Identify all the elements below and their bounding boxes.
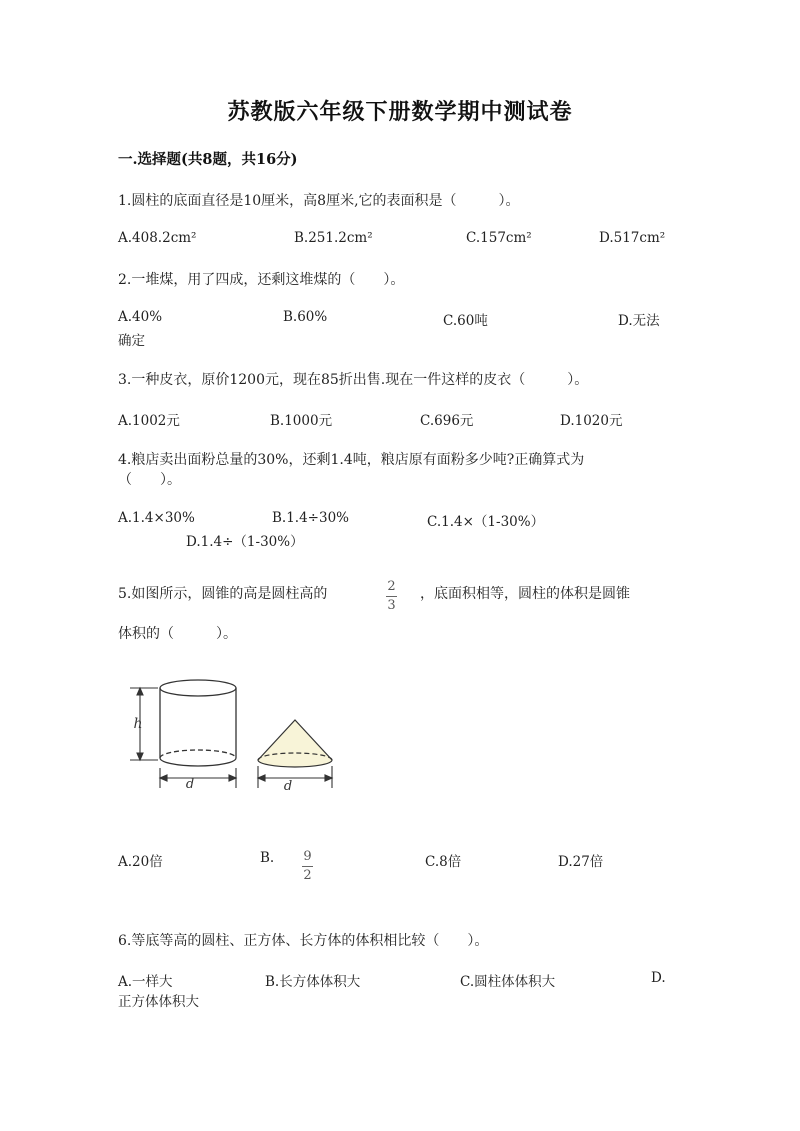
question-4-option-b: B.1.4÷30% — [272, 510, 349, 526]
question-5-stem-part2: ，底面积相等，圆柱的体积是圆锥 — [420, 586, 630, 602]
question-3-stem: 3.一种皮衣，原价1200元，现在85折出售.现在一件这样的皮衣（ ）。 — [118, 372, 589, 388]
question-6-option-d: D. — [651, 970, 666, 986]
fraction-bar — [302, 866, 313, 867]
question-3-option-d: D.1020元 — [560, 413, 623, 429]
question-1-option-b: B.251.2cm² — [294, 230, 373, 246]
cylinder-diameter-label: d — [185, 777, 195, 792]
question-2-option-d-wrap: 确定 — [118, 333, 145, 349]
question-5-option-b-fraction — [302, 845, 313, 882]
question-2-option-a: A.40% — [118, 309, 163, 325]
question-5-option-c: C.8倍 — [425, 854, 462, 870]
fraction-numerator: 9 — [303, 849, 312, 864]
question-5-fraction — [386, 575, 397, 612]
page-title: 苏教版六年级下册数学期中测试卷 — [227, 99, 573, 125]
question-3-option-a: A.1002元 — [118, 413, 180, 429]
question-6-option-c: C.圆柱体体积大 — [460, 974, 556, 990]
fraction-denominator: 3 — [387, 597, 396, 613]
height-label: h — [133, 716, 143, 732]
question-5-option-d: D.27倍 — [558, 854, 604, 870]
question-3-option-b: B.1000元 — [270, 413, 333, 429]
fraction-bar — [386, 596, 397, 597]
question-1-stem: 1.圆柱的底面直径是10厘米，高8厘米,它的表面积是（ ）。 — [118, 193, 520, 209]
cone-diameter-label: d — [283, 779, 293, 794]
question-5-option-b: B. — [260, 850, 275, 866]
question-6-option-a: A.一样大 — [118, 974, 173, 990]
question-4-option-c: C.1.4×（1-30%） — [427, 514, 545, 530]
question-6-option-d-wrap: 正方体体积大 — [118, 994, 199, 1010]
question-4-stem-line1: 4.粮店卖出面粉总量的30%，还剩1.4吨，粮店原有面粉多少吨?正确算式为 — [118, 452, 585, 468]
question-5-option-a: A.20倍 — [118, 854, 163, 870]
section-heading: 一.选择题(共8题，共16分) — [118, 151, 298, 168]
cylinder — [160, 680, 236, 766]
question-1-option-d: D.517cm² — [599, 230, 666, 246]
question-4-stem-line2: （ ）。 — [118, 472, 181, 488]
question-6-stem: 6.等底等高的圆柱、正方体、长方体的体积相比较（ ）。 — [118, 933, 489, 949]
question-4-option-a: A.1.4×30% — [118, 510, 195, 526]
question-1-option-a: A.408.2cm² — [118, 230, 197, 246]
question-2-stem: 2.一堆煤，用了四成，还剩这堆煤的（ ）。 — [118, 272, 405, 288]
fraction-numerator: 2 — [387, 579, 396, 594]
question-2-option-b: B.60% — [283, 309, 328, 325]
cone — [258, 720, 332, 767]
question-2-option-c: C.60吨 — [443, 313, 488, 329]
cylinder-cone-figure — [118, 670, 358, 800]
fraction-denominator: 2 — [303, 867, 312, 883]
question-4-option-d: D.1.4÷（1-30%） — [186, 534, 304, 550]
question-5-stem-line2: 体积的（ ）。 — [118, 626, 237, 642]
question-2-option-d: D.无法 — [618, 313, 660, 329]
cylinder-diameter-dimension — [160, 768, 236, 788]
question-3-option-c: C.696元 — [420, 413, 474, 429]
question-5-stem-part1: 5.如图所示，圆锥的高是圆柱高的 — [118, 586, 328, 602]
cone-diameter-dimension — [258, 766, 332, 788]
question-6-option-b: B.长方体体积大 — [265, 974, 361, 990]
question-1-option-c: C.157cm² — [466, 230, 532, 246]
